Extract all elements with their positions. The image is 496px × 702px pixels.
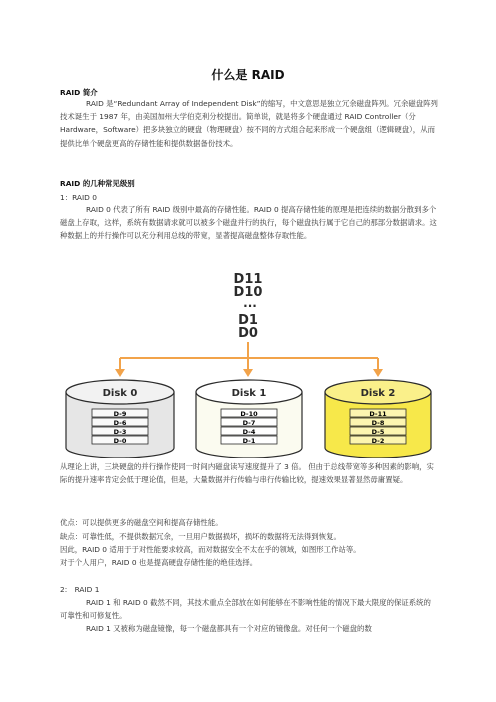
raid0-striping-figure bbox=[60, 262, 440, 458]
disk-2-block: D-2 bbox=[371, 437, 385, 445]
distribution-arrows bbox=[115, 342, 383, 377]
disk-2 bbox=[325, 380, 431, 458]
section-heading-intro: RAID 简介 bbox=[60, 88, 98, 97]
section-heading-levels: RAID 的几种常见级别 bbox=[60, 179, 135, 188]
raid1-mirror-line: RAID 1 又被称为磁盘镜像，每一个磁盘都具有一个对应的镜像盘。对任何一个磁盘的数 bbox=[86, 624, 372, 633]
disk-1-block: D-4 bbox=[242, 428, 256, 436]
raid1-label: 2: RAID 1 bbox=[60, 585, 100, 594]
stack-dots: ··· bbox=[243, 299, 257, 313]
disk-1-block: D-7 bbox=[242, 419, 256, 427]
disk-0-block: D-9 bbox=[113, 410, 127, 418]
disk-0 bbox=[66, 380, 174, 458]
disk-2-block: D-5 bbox=[371, 428, 385, 436]
disk-2-block: D-11 bbox=[369, 410, 387, 418]
stack-label-d11: D11 bbox=[233, 272, 263, 287]
raid0-pros: 优点：可以提供更多的磁盘空间和提高存储性能。 bbox=[60, 518, 223, 527]
disk-0-name: Disk 0 bbox=[102, 388, 138, 399]
intro-paragraph: RAID 是“Redundant Array of Independent Disk”的缩写，中文意思是独立冗余磁盘阵列。冗余磁盘阵列技术诞生于 1987 年，由美国加州大学伯克利分校提出。简单说，就是将多个硬盘通过 RAID Controller（分 Hardware，Software）把多块独立的硬盘（物理硬盘）按不同的方式组合起来形成一个硬盘组（逻辑硬盘），从而提供比单个硬盘更高的存储性能和提供数据备份技术。 bbox=[60, 99, 438, 148]
stack-label-d10: D10 bbox=[233, 285, 263, 300]
raid0-label: 1：RAID 0 bbox=[60, 193, 97, 202]
page-title: 什么是 RAID bbox=[211, 68, 285, 82]
data-stack bbox=[234, 272, 263, 341]
stack-label-d0: D0 bbox=[238, 326, 258, 341]
raid0-paragraph: RAID 0 代表了所有 RAID 级别中最高的存储性能。RAID 0 提高存储性能的原理是把连续的数据分散到多个磁盘上存取，这样，系统有数据请求就可以被多个磁盘并行的执行，每个磁盘执行属于它自己的那部分数据请求。这种数据上的并行操作可以充分利用总线的带宽，显著提高磁盘整体存取性能。 bbox=[60, 205, 437, 241]
disk-2-block: D-8 bbox=[371, 419, 385, 427]
arrow-center-head bbox=[243, 369, 253, 377]
stack-label-d1: D1 bbox=[238, 313, 258, 328]
raid0-personal-use: 对于个人用户，RAID 0 也是提高硬盘存储性能的绝佳选择。 bbox=[60, 558, 258, 567]
disk-0-block: D-3 bbox=[113, 428, 127, 436]
disk-2-name: Disk 2 bbox=[360, 388, 396, 399]
disk-1-name: Disk 1 bbox=[231, 388, 267, 399]
raid1-paragraph: RAID 1 和 RAID 0 截然不同，其技术重点全部放在如何能够在不影响性能的情况下最大限度的保证系统的可靠性和可修复性。 bbox=[60, 598, 431, 621]
disk-0-block: D-6 bbox=[113, 419, 127, 427]
disk-0-block: D-0 bbox=[113, 437, 127, 445]
raid0-cons: 缺点：可靠性低，不提供数据冗余，一旦用户数据损坏，损坏的数据将无法得到恢复。 bbox=[60, 532, 341, 541]
arrow-left-head bbox=[115, 369, 125, 377]
disk-1-block: D-1 bbox=[242, 437, 256, 445]
arrow-right-head bbox=[373, 369, 383, 377]
raid0-use-case: 因此，RAID 0 适用于于对性能要求较高，而对数据安全不太在乎的领域，如图形工作站等。 bbox=[60, 545, 361, 554]
disk-1 bbox=[196, 380, 302, 458]
disk-1-block: D-10 bbox=[240, 410, 258, 418]
raid0-speed-paragraph: 从理论上讲，三块硬盘的并行操作使同一时间内磁盘读写速度提升了 3 倍。 但由于总线带宽等多种因素的影响，实际的提升速率肯定会低于理论值，但是，大量数据并行传输与串行传输比较，提速效果显著显然毋庸置疑。 bbox=[60, 462, 434, 485]
